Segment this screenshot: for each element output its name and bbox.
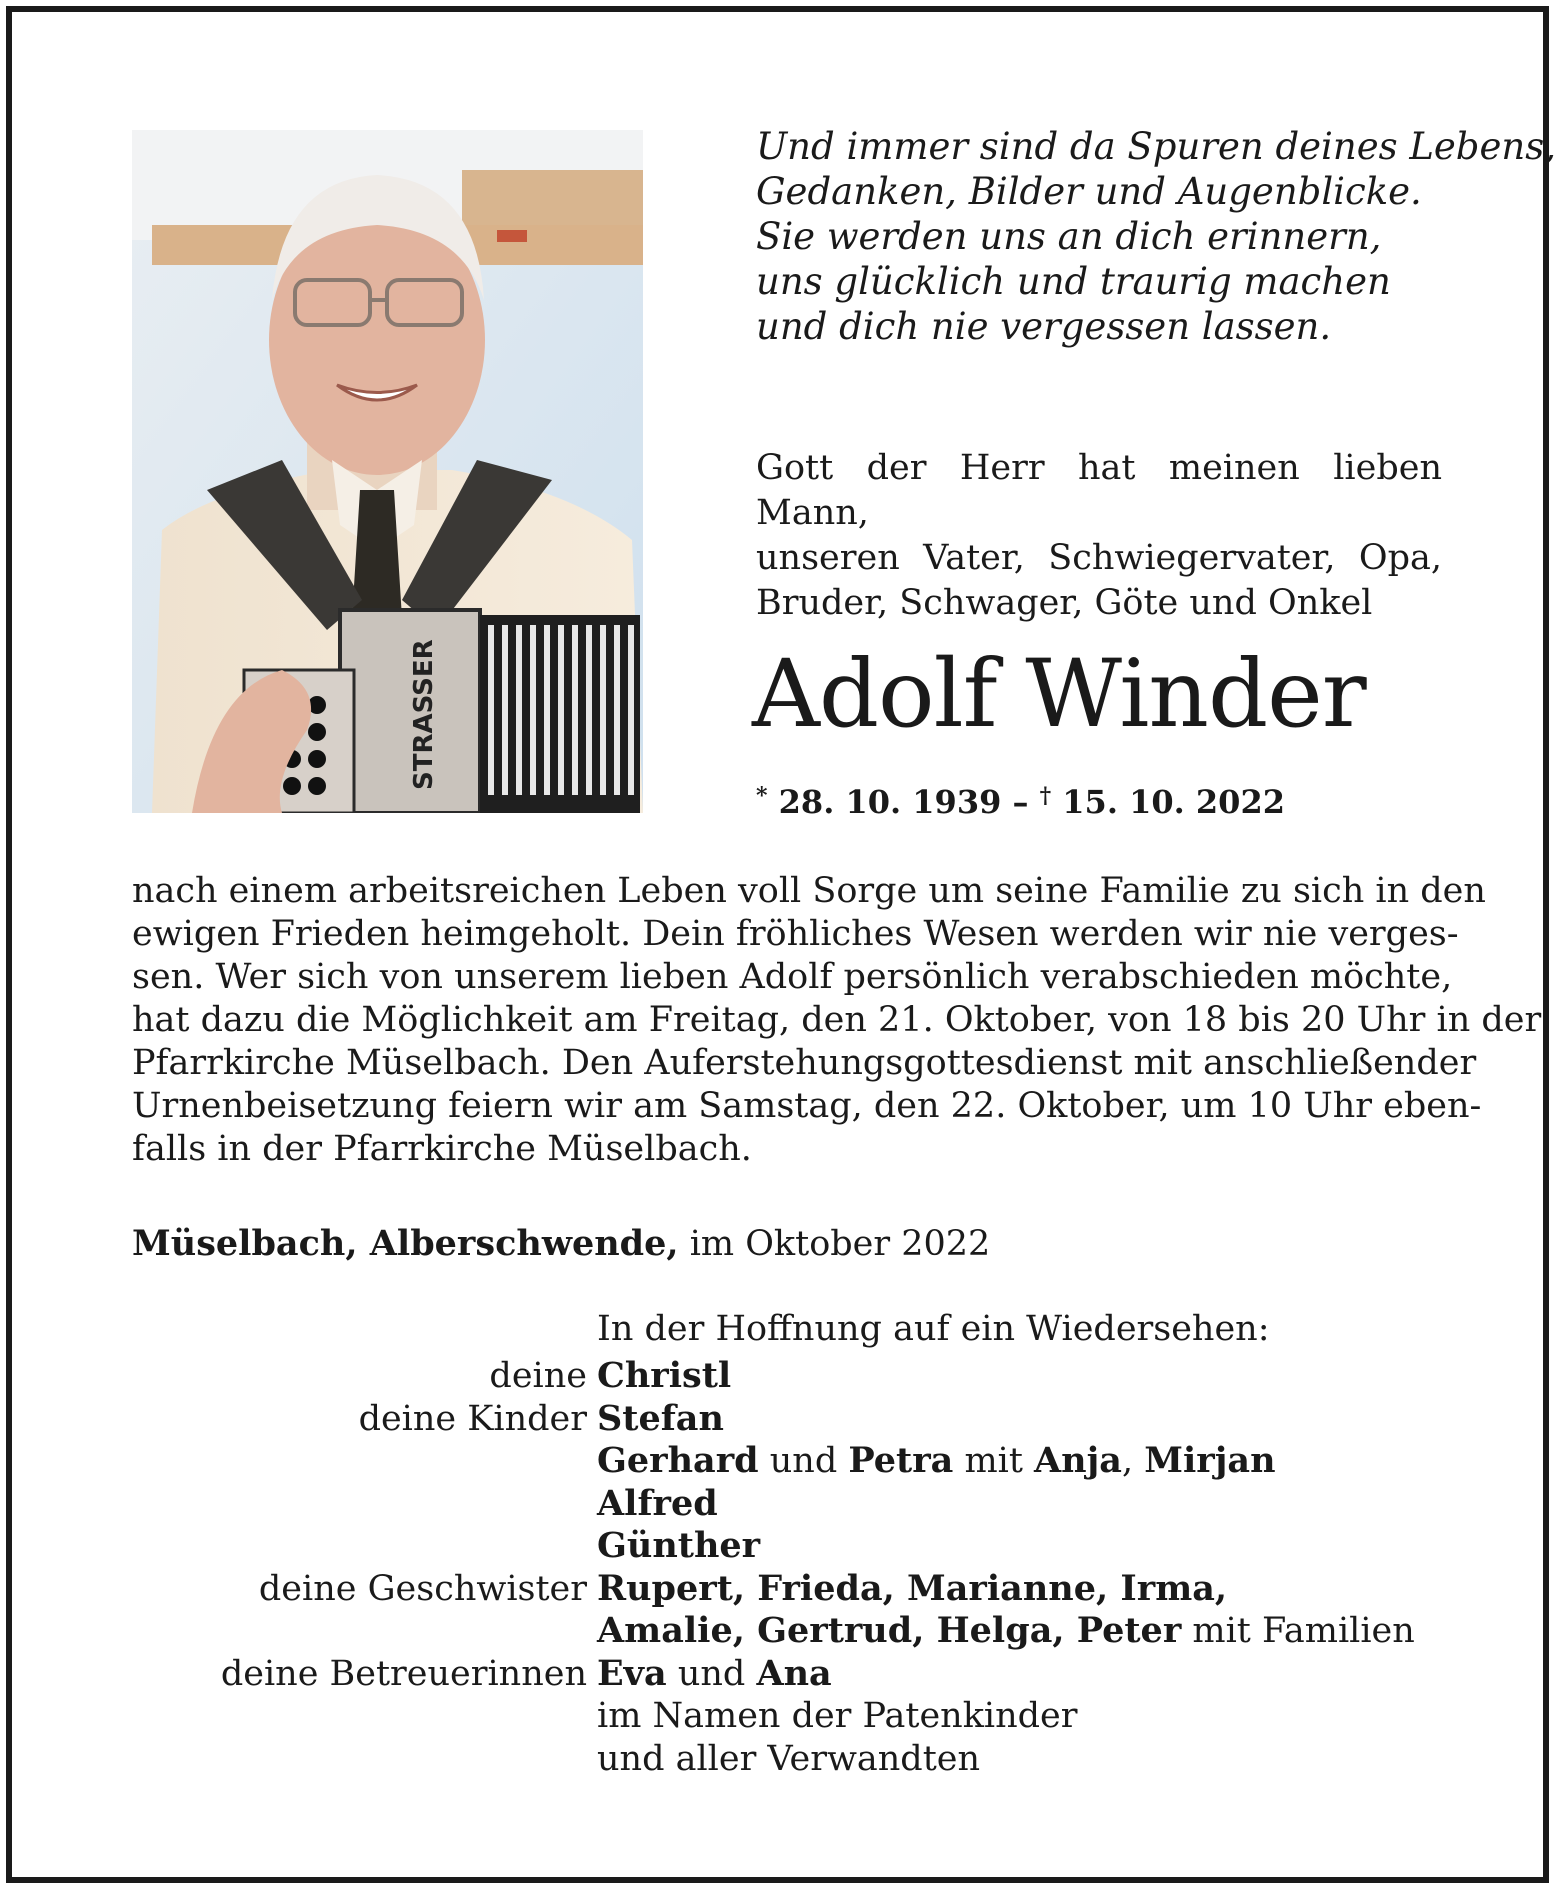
- connector-text: ,: [1121, 1441, 1145, 1481]
- family-name: Gerhard: [597, 1440, 759, 1481]
- poem-line: Sie werden uns an dich erinnern,: [756, 215, 1382, 258]
- birth-date: 28. 10. 1939: [778, 783, 1002, 821]
- family-name: Anja: [1034, 1440, 1122, 1481]
- death-date: 15. 10. 2022: [1062, 783, 1285, 821]
- birth-mark: *: [756, 783, 768, 809]
- place-names: Müselbach, Alberschwende,: [132, 1223, 679, 1264]
- body-line: Urnenbeisetzung feiern wir am Samstag, den 22. Oktober, um 10 Uhr eben-: [132, 1086, 1482, 1126]
- poem-line: Und immer sind da Spuren deines Lebens,: [756, 125, 1556, 168]
- intro-line: Bruder, Schwager, Göte und Onkel: [756, 583, 1373, 623]
- body-line: falls in der Pfarrkirche Müselbach.: [132, 1129, 752, 1169]
- godchildren-line: im Namen der Patenkinder: [597, 1696, 1078, 1736]
- family-row: [132, 1355, 1462, 1398]
- family-name: Christl: [597, 1355, 732, 1396]
- body-line: hat dazu die Möglichkeit am Freitag, den 21. Oktober, von 18 bis 20 Uhr in der: [132, 1000, 1542, 1040]
- family-row: [132, 1525, 1462, 1568]
- connector-text: und: [758, 1441, 849, 1481]
- family-name: Petra: [848, 1440, 954, 1481]
- relatives-line: und aller Verwandten: [597, 1738, 981, 1779]
- life-dates: [756, 776, 1285, 822]
- family-name: Eva: [597, 1652, 667, 1694]
- connector-text: mit: [953, 1441, 1035, 1481]
- hope-line: In der Hoffnung auf ein Wiedersehen:: [597, 1309, 1270, 1349]
- body-line: sen. Wer sich von unserem lieben Adolf persönlich verabschieden möchte,: [132, 957, 1453, 997]
- family-row: [132, 1398, 1462, 1441]
- body-line: ewigen Frieden heimgeholt. Dein fröhliches Wesen werden wir nie verges-: [132, 914, 1459, 954]
- body-line: nach einem arbeitsreichen Leben voll Sorge um seine Familie zu sich in den: [132, 871, 1486, 911]
- announcement-body: [132, 870, 1542, 1171]
- death-mark: †: [1039, 783, 1052, 809]
- portrait-photo: [132, 130, 643, 813]
- poem-line: und dich nie vergessen lassen.: [756, 305, 1332, 348]
- family-list: [132, 1355, 1462, 1780]
- family-name: Stefan: [597, 1397, 724, 1439]
- family-row: [132, 1653, 1462, 1696]
- intro-line: unseren Vater, Schwiegervater, Opa,: [756, 538, 1442, 578]
- family-row: [132, 1738, 1462, 1781]
- poem-line: uns glücklich und traurig machen: [756, 260, 1391, 303]
- deceased-name: Adolf Winder: [752, 640, 1366, 749]
- date-separator: –: [1012, 783, 1029, 821]
- relation-label: deine Betreuerinnen: [220, 1653, 587, 1694]
- family-name: Günther: [597, 1525, 761, 1566]
- relation-label: deine: [489, 1356, 587, 1396]
- family-name: Alfred: [597, 1482, 718, 1524]
- family-name: Mirjan: [1144, 1440, 1276, 1481]
- poem-line: Gedanken, Bilder und Augenblicke.: [756, 170, 1422, 213]
- family-row: [132, 1568, 1462, 1611]
- connector-text: mit Familien: [1181, 1611, 1415, 1651]
- svg-text:STRASSER: STRASSER: [409, 639, 439, 790]
- intro-text: [756, 446, 1442, 626]
- family-name: Rupert, Frieda, Marianne, Irma,: [597, 1567, 1228, 1609]
- family-name: Amalie, Gertrud, Helga, Peter: [597, 1610, 1182, 1651]
- connector-text: und: [666, 1653, 757, 1694]
- family-row: [132, 1610, 1462, 1653]
- family-row: [132, 1483, 1462, 1526]
- intro-line: Gott der Herr hat meinen lieben Mann,: [756, 448, 1442, 533]
- family-row: [132, 1440, 1462, 1483]
- poem: [756, 124, 1556, 349]
- place-month: im Oktober 2022: [678, 1224, 991, 1264]
- relation-label: deine Geschwister: [258, 1568, 587, 1609]
- relation-label: deine Kinder: [358, 1398, 587, 1439]
- body-line: Pfarrkirche Müselbach. Den Auferstehungsgottesdienst mit anschließender: [132, 1043, 1477, 1083]
- family-name: Ana: [756, 1652, 832, 1694]
- place-date: [132, 1222, 990, 1266]
- family-row: [132, 1695, 1462, 1738]
